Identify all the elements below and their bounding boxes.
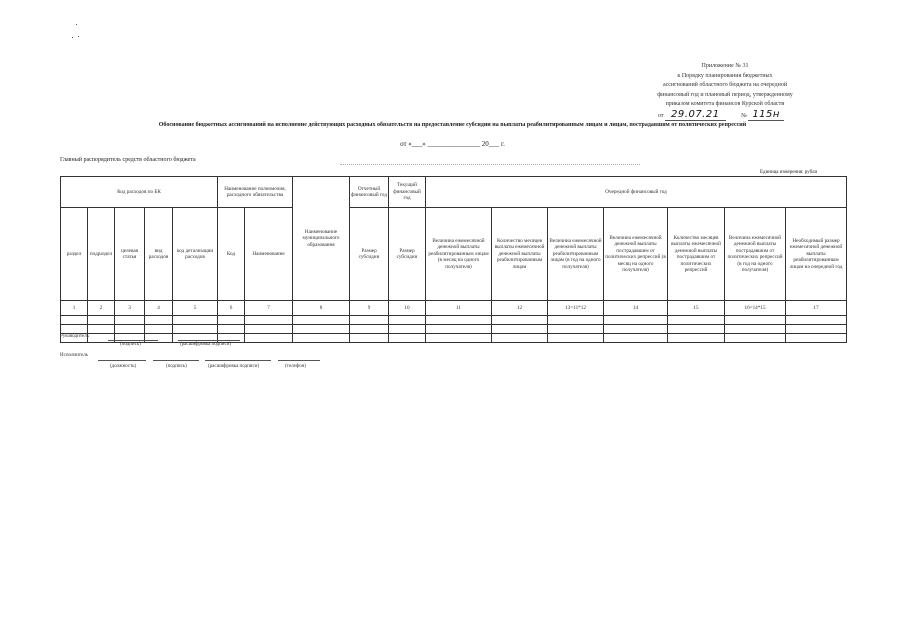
appendix-title: Приложение № 31: [701, 63, 749, 69]
appendix-line: приказом комитета финансов Курской области: [665, 101, 785, 107]
header-row-2: [61, 208, 847, 301]
header-cell: Размер субсидии: [350, 208, 389, 301]
handwritten-date: 29.07.21: [665, 109, 726, 121]
header-cell: Количество месяцев выплаты ежемесячной денежной выплаты пострадавшим от политических репрессий: [668, 208, 725, 301]
header-cell: Код: [218, 208, 245, 301]
empty-row: [61, 316, 847, 325]
header-cell: Величина ежемесячной денежной выплаты реабилитированным лицам (в год на одного получателя): [548, 208, 604, 301]
column-number: 6: [218, 301, 245, 316]
executor-label: Исполнитель: [60, 353, 88, 358]
header-cell: подраздел: [88, 208, 115, 301]
column-number: 15: [668, 301, 725, 316]
head-signature-line: [108, 340, 158, 341]
appendix-date-line: от 29.07.21 № 115н: [640, 110, 810, 122]
header-current-year: Текущий финансовый год: [389, 177, 426, 208]
empty-row: [61, 325, 847, 334]
header-report-year: Отчетный финансовый год: [350, 177, 389, 208]
executor-name-line: [205, 360, 271, 361]
head-caption-name: (расшифровка подписи): [180, 342, 232, 347]
appendix-line: финансовый год и плановый период, утвержденному: [657, 91, 793, 98]
header-cell: Количество месяцев выплаты ежемесячной денежной выплаты реабилитированным лицам: [492, 208, 548, 301]
handwritten-number: 115н: [748, 109, 784, 121]
head-label: Руководитель: [60, 334, 90, 339]
column-number: 10: [389, 301, 426, 316]
column-number: 13=11*12: [548, 301, 604, 316]
empty-row: [61, 334, 847, 343]
header-cell: Наименование: [245, 208, 293, 301]
column-number: 5: [173, 301, 218, 316]
header-cell: Размер субсидии: [389, 208, 426, 301]
header-cell: код детализации расходов: [173, 208, 218, 301]
column-number: 4: [145, 301, 173, 316]
appendix-line: ассигнований областного бюджета на очередной: [662, 82, 788, 88]
header-cell: вид расходов: [145, 208, 173, 301]
grbs-fill-line: [340, 164, 640, 165]
column-number: 3: [115, 301, 145, 316]
document-title: Обоснование бюджетных ассигнований на исполнение действующих расходных обязательств на предоставление субсидии на выплаты реабилитированным лицам и лицам, пострадавшим от политических репрессий: [158, 122, 747, 128]
executor-signature-line: [153, 360, 199, 361]
column-number: 7: [245, 301, 293, 316]
header-cell: Необходимый размер ежемесячной денежной выплаты реабилитированным лицам на очередной год: [786, 208, 847, 301]
column-number: 2: [88, 301, 115, 316]
unit-label: Единица измерения: рубли: [760, 170, 818, 175]
executor-caption-name: (расшифровка подписи): [208, 364, 260, 369]
scan-speck: [78, 36, 79, 37]
column-number-row: [61, 301, 847, 316]
column-number: 17: [786, 301, 847, 316]
header-kbk: Код расходов по БК: [61, 177, 218, 208]
executor-caption-phone: (телефон): [285, 364, 306, 369]
appendix-line: к Порядку планирования бюджетных: [677, 72, 773, 79]
executor-caption-position: (должность): [110, 364, 137, 369]
head-caption-signature: (подпись): [120, 342, 141, 347]
header-cell: Величина ежемесячной денежной выплаты пострадавшим от политических репрессий (в месяц на одного получателя): [604, 208, 668, 301]
scan-speck: [76, 24, 77, 25]
column-number: 1: [61, 301, 88, 316]
column-number: 9: [350, 301, 389, 316]
header-municipality: Наименование муниципального образования: [293, 177, 350, 301]
header-obligation: Наименование полномочия, расходного обязательства: [218, 177, 293, 208]
header-cell: целевая статья: [115, 208, 145, 301]
header-next-year: Очередной финансовый год: [426, 177, 847, 208]
executor-position-line: [98, 360, 146, 361]
scan-speck: [72, 37, 73, 38]
column-number: 8: [293, 301, 350, 316]
column-number: 14: [604, 301, 668, 316]
header-cell: раздел: [61, 208, 88, 301]
executor-caption-signature: (подпись): [166, 364, 187, 369]
budget-table: [60, 176, 847, 343]
grbs-label: Главный распорядитель средств областного бюджета: [60, 157, 196, 163]
header-cell: Величина ежемесячной денежной выплаты реабилитированным лицам (в месяц на одного получателя): [426, 208, 492, 301]
header-cell: Величина ежемесячной денежной выплаты пострадавшим от политических репрессий (в год на одного получателя): [725, 208, 786, 301]
header-row-1: [61, 177, 847, 208]
column-number: 12: [492, 301, 548, 316]
document-date-line: от «___» _______________ 20___ г.: [400, 140, 505, 148]
executor-phone-line: [278, 360, 320, 361]
column-number: 16=14*15: [725, 301, 786, 316]
head-name-line: [178, 340, 240, 341]
appendix-block: [640, 62, 810, 121]
column-number: 11: [426, 301, 492, 316]
